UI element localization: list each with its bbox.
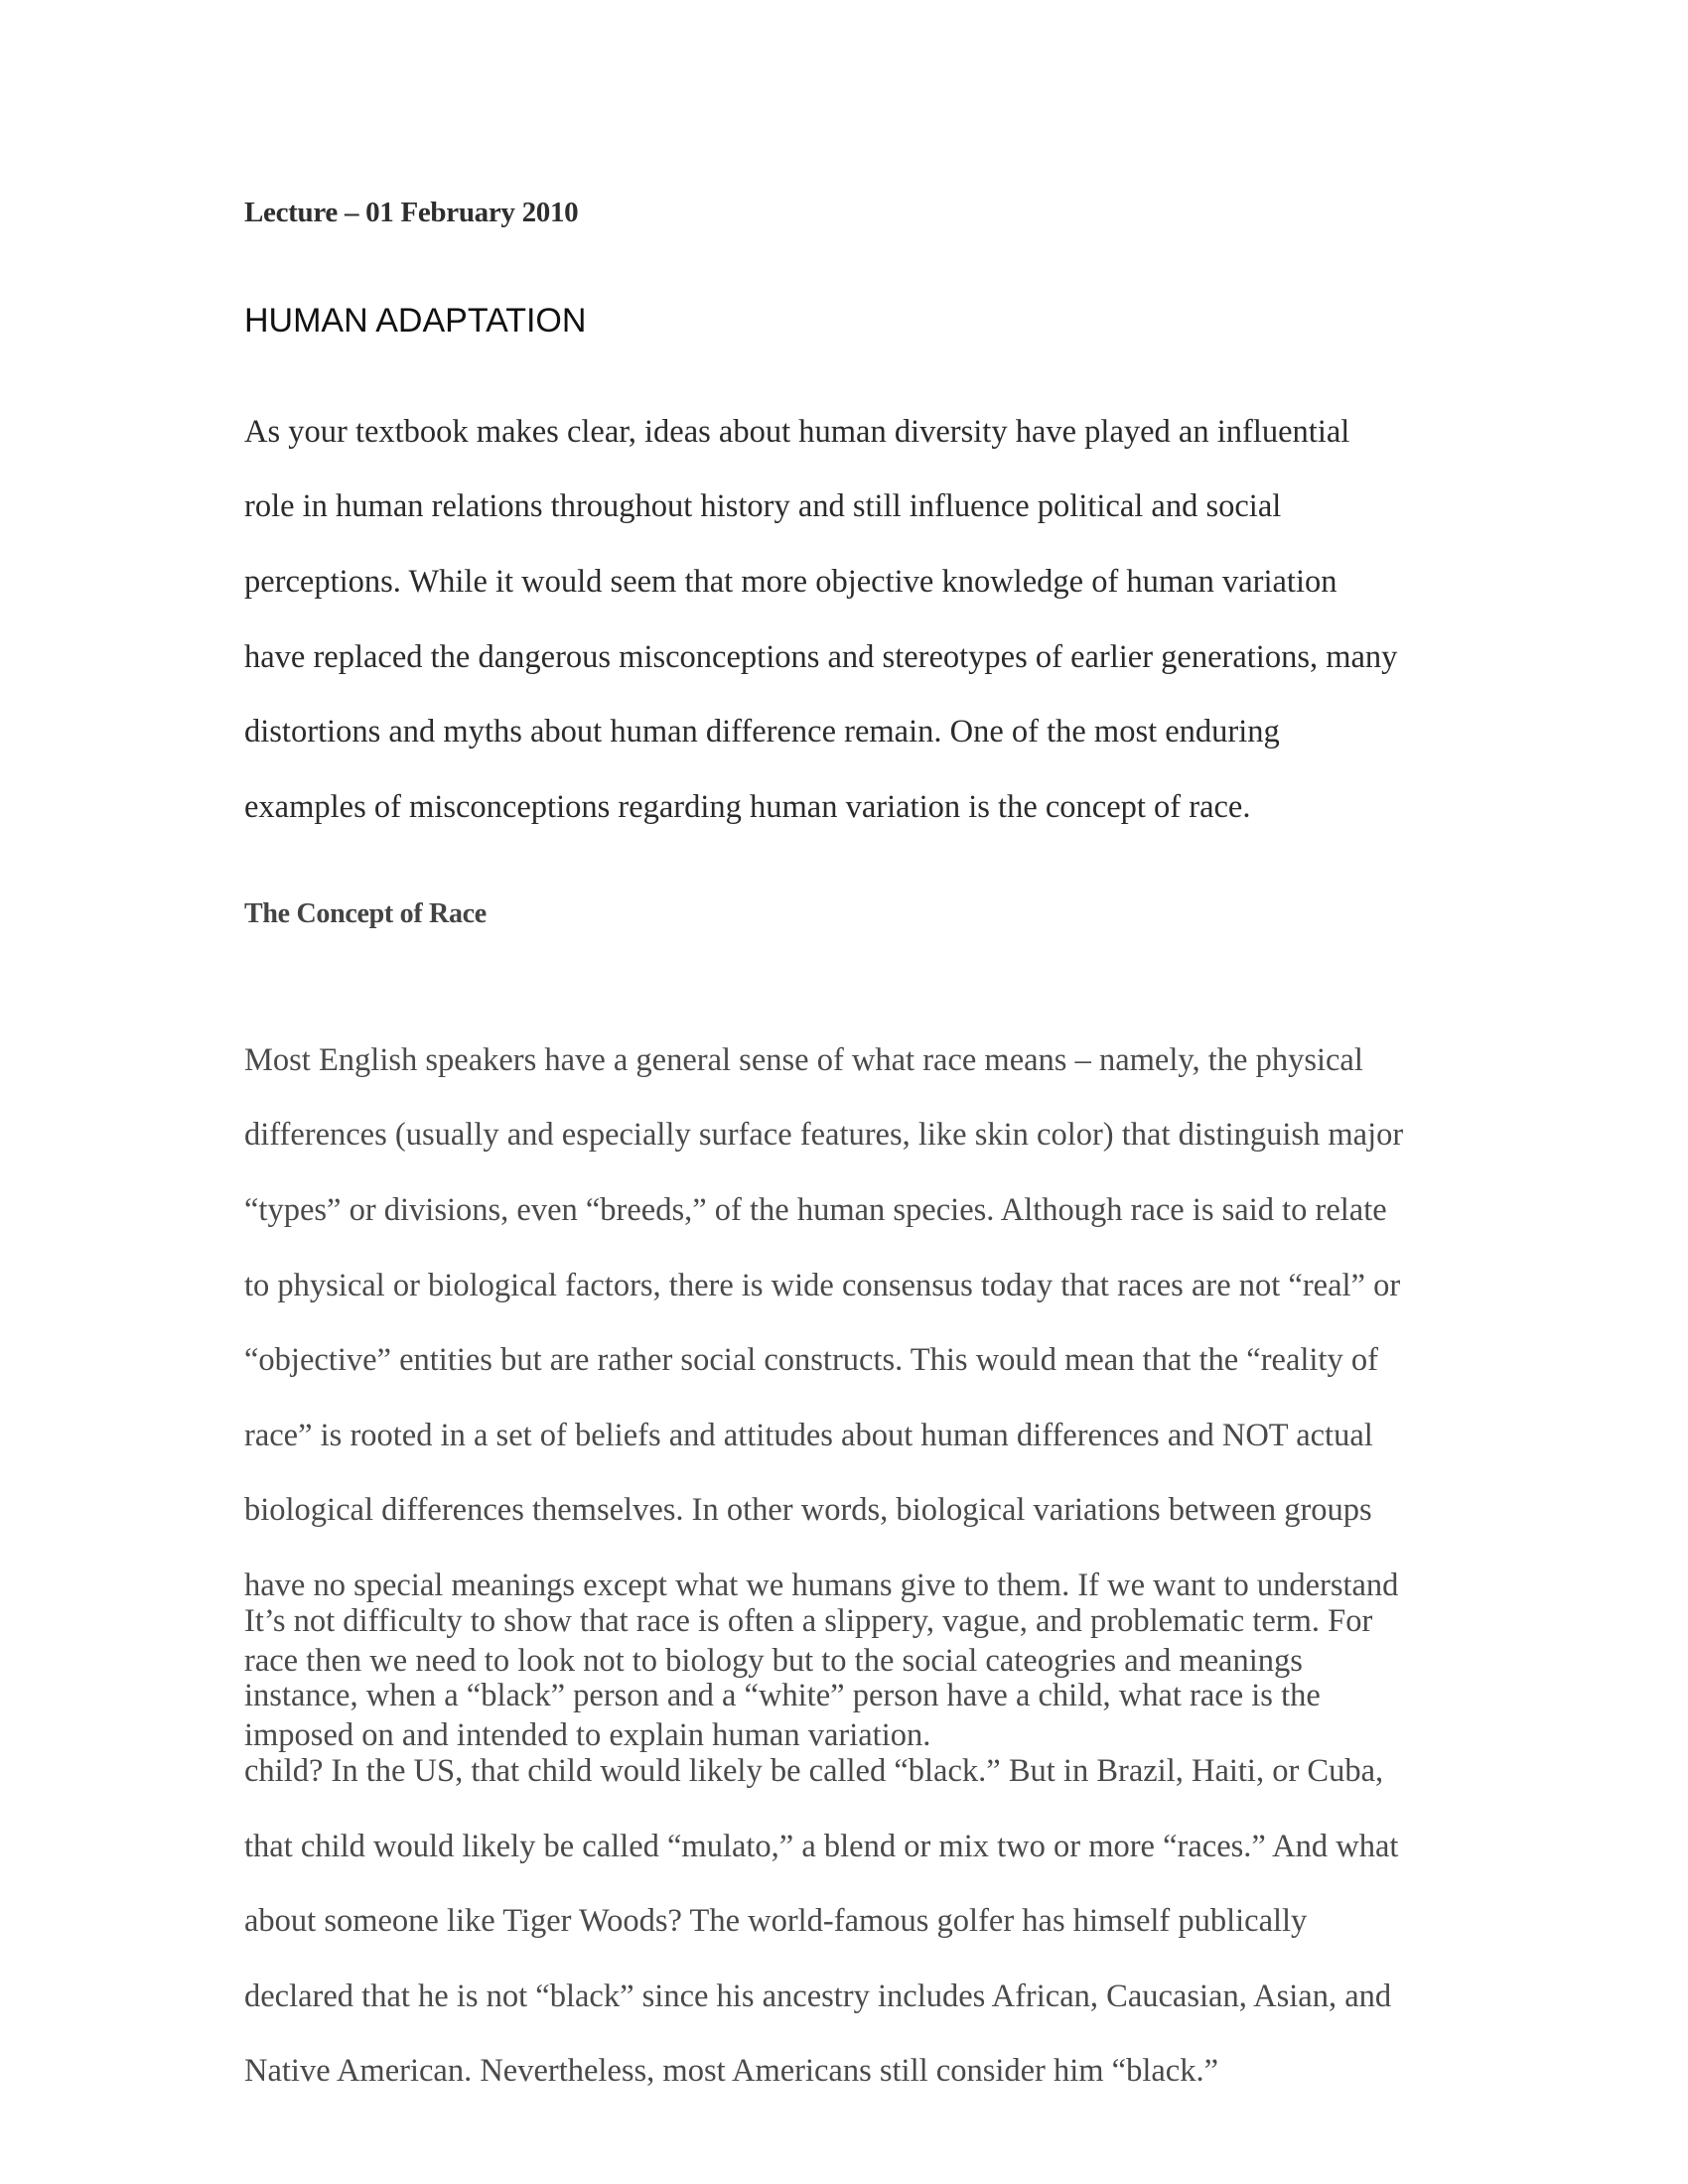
- paragraph-line: race” is rooted in a set of beliefs and attitudes about human differences and NOT actual: [244, 1417, 1373, 1453]
- paragraph-line: that child would likely be called “mulato,” a blend or mix two or more “races.” And what: [244, 1828, 1399, 1864]
- paragraph-line: have no special meanings except what we humans give to them. If we want to understand: [244, 1567, 1399, 1603]
- page-title: HUMAN ADAPTATION: [244, 302, 587, 340]
- paragraph-line: Most English speakers have a general sense of what race means – namely, the physical: [244, 1041, 1363, 1078]
- paragraph-line: Native American. Nevertheless, most Americans still consider him “black.”: [244, 2053, 1219, 2090]
- paragraph-line: have replaced the dangerous misconceptions and stereotypes of earlier generations, many: [244, 638, 1398, 675]
- intro-paragraph: [244, 376, 1397, 864]
- paragraph-line: role in human relations throughout history and still influence political and social: [244, 488, 1282, 525]
- section-heading: The Concept of Race: [244, 898, 487, 929]
- paragraph-line: child? In the US, that child would likely be called “black.” But in Brazil, Haiti, or Cuba,: [244, 1752, 1384, 1789]
- race-examples-paragraph: [244, 1566, 1398, 2128]
- paragraph-line: differences (usually and especially surface features, like skin color) that distinguish major: [244, 1117, 1404, 1154]
- paragraph-line: instance, when a “black” person and a “white” person have a child, what race is the: [244, 1678, 1321, 1714]
- paragraph-line: about someone like Tiger Woods? The world-famous golfer has himself publically: [244, 1903, 1308, 1940]
- paragraph-line: It’s not difficulty to show that race is often a slippery, vague, and problematic term. For: [244, 1602, 1373, 1639]
- paragraph-line: declared that he is not “black” since his ancestry includes African, Caucasian, Asian, and: [244, 1978, 1392, 2014]
- paragraph-line: examples of misconceptions regarding human variation is the concept of race.: [244, 788, 1251, 825]
- paragraph-line: perceptions. While it would seem that more objective knowledge of human variation: [244, 563, 1337, 600]
- paragraph-line: biological differences themselves. In other words, biological variations between groups: [244, 1492, 1372, 1529]
- paragraph-line: race then we need to look not to biology but to the social cateogries and meanings: [244, 1642, 1303, 1679]
- paragraph-line: to physical or biological factors, there is wide consensus today that races are not “real” or: [244, 1267, 1401, 1303]
- lecture-heading: Lecture – 01 February 2010: [244, 197, 579, 228]
- paragraph-line: As your textbook makes clear, ideas about human diversity have played an influential: [244, 413, 1350, 450]
- paragraph-line: imposed on and intended to explain human variation.: [244, 1717, 931, 1754]
- paragraph-line: distortions and myths about human difference remain. One of the most enduring: [244, 714, 1280, 751]
- paragraph-line: “objective” entities but are rather social constructs. This would mean that the “reality of: [244, 1342, 1378, 1379]
- paragraph-line: “types” or divisions, even “breeds,” of the human species. Although race is said to relate: [244, 1191, 1387, 1228]
